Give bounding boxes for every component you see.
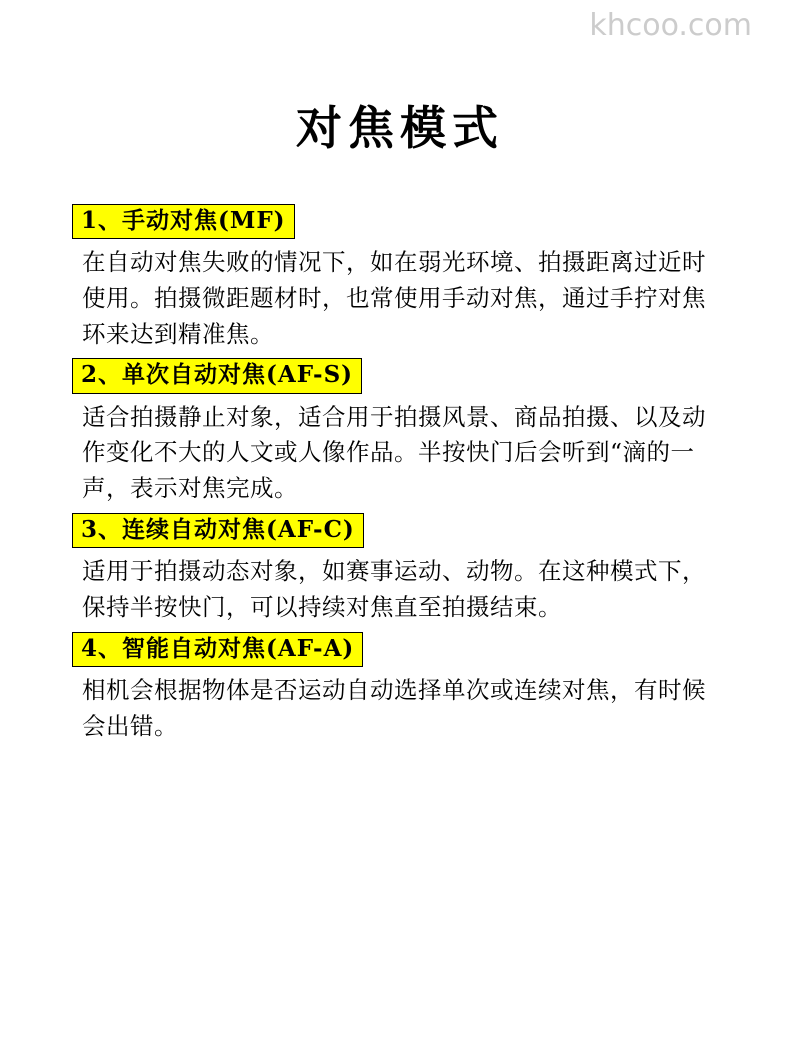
section-heading: 3、连续自动对焦(AF-C) <box>72 513 364 548</box>
section-single-af <box>72 358 728 506</box>
section-manual-focus <box>72 204 728 352</box>
page-title: 对焦模式 <box>296 101 504 155</box>
section-heading: 4、智能自动对焦(AF-A) <box>72 632 363 667</box>
section-body: 在自动对焦失败的情况下，如在弱光环境、拍摄距离过近时使用。拍摄微距题材时，也常使用手动对焦，通过手拧对焦环来达到精准焦。 <box>82 248 706 348</box>
section-auto-af <box>72 632 728 745</box>
document-body <box>0 158 800 744</box>
section-continuous-af <box>72 513 728 626</box>
section-heading: 2、单次自动对焦(AF-S) <box>72 358 362 393</box>
site-watermark: khcoo.com <box>589 8 752 43</box>
section-body: 相机会根据物体是否运动自动选择单次或连续对焦，有时候会出错。 <box>82 675 706 740</box>
section-body: 适合拍摄静止对象，适合用于拍摄风景、商品拍摄、以及动作变化不大的人文或人像作品。半按快门后会听到“滴的一声，表示对焦完成。 <box>82 402 706 503</box>
section-heading: 1、手动对焦(MF) <box>72 204 295 239</box>
section-body: 适用于拍摄动态对象，如赛事运动、动物。在这种模式下，保持半按快门，可以持续对焦直至拍摄结束。 <box>82 557 706 621</box>
